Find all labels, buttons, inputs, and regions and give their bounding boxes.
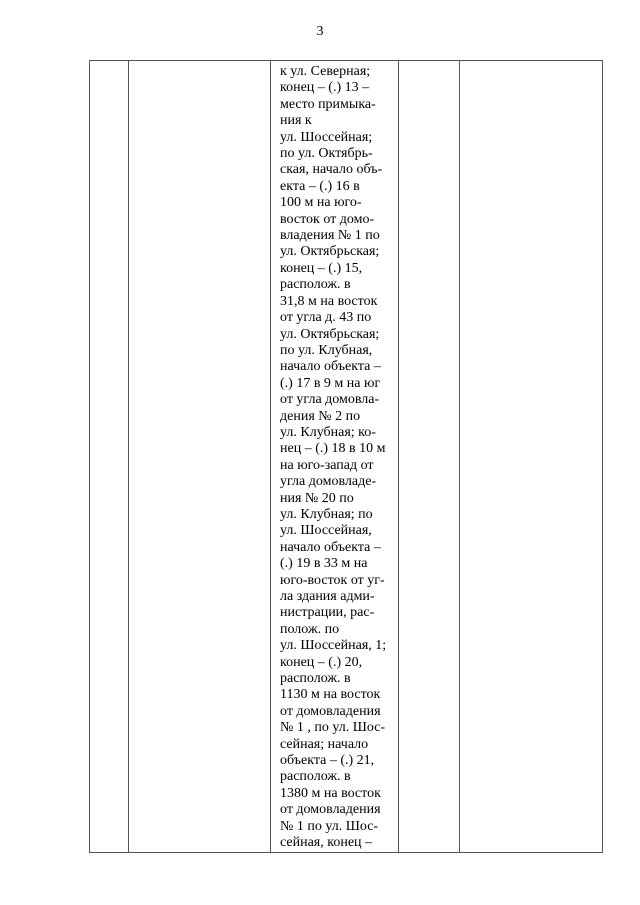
description-line: располож. в: [280, 671, 351, 687]
description-line: начало объекта –: [280, 359, 381, 375]
description-line: располож. в: [280, 769, 351, 785]
table-cell-col-5: [460, 61, 603, 853]
description-line: место примыка-: [280, 96, 376, 112]
description-text: [271, 61, 398, 852]
description-line: ул. Шоссейная, 1;: [280, 638, 387, 654]
description-line: 1380 м на восток: [280, 785, 381, 801]
description-line: нец – (.) 18 в 10 м: [280, 441, 386, 457]
description-line: ла здания адми-: [280, 589, 375, 604]
description-line: угла домовладе-: [280, 474, 377, 490]
description-line: ул. Октябрьская;: [280, 244, 380, 260]
description-line: (.) 17 в 9 м на юг: [280, 375, 381, 391]
description-line: по ул. Клубная,: [280, 342, 373, 358]
description-line: № 1 , по ул. Шос-: [280, 720, 386, 736]
description-line: нистрации, рас-: [280, 605, 375, 621]
description-line: сейная, конец –: [280, 835, 373, 851]
description-line: юго-восток от уг-: [280, 572, 385, 588]
description-line: по ул. Октябрь-: [280, 146, 373, 162]
description-line: дения № 2 по: [280, 408, 361, 424]
description-line: ул. Клубная; ко-: [280, 424, 376, 440]
description-line: к ул. Северная;: [280, 64, 371, 79]
description-line: располож. в: [280, 277, 351, 293]
description-line: ния к: [280, 113, 312, 129]
table-cell-description: [271, 61, 399, 853]
description-line: ул. Шоссейная;: [280, 129, 373, 145]
description-line: полож. по: [280, 621, 340, 637]
description-line: объекта – (.) 21,: [280, 753, 375, 769]
table-cell-col-2: [129, 61, 271, 853]
description-line: от домовладения: [280, 703, 381, 719]
description-line: конец – (.) 13 –: [280, 80, 370, 96]
description-line: на юго-запад от: [280, 457, 374, 473]
description-line: начало объекта –: [280, 539, 381, 555]
description-line: ул. Октябрьская;: [280, 326, 380, 342]
description-line: 31,8 м на восток: [280, 293, 378, 309]
description-line: 1130 м на восток: [280, 687, 381, 703]
description-line: владения № 1 по: [280, 228, 380, 244]
table-cell-col-4: [399, 61, 460, 853]
description-line: (.) 19 в 33 м на: [280, 556, 368, 572]
description-line: ская, начало объ-: [280, 162, 383, 178]
description-line: сейная; начало: [280, 736, 369, 752]
table-row: [90, 61, 603, 853]
description-line: ул. Шоссейная,: [280, 523, 372, 539]
description-line: конец – (.) 20,: [280, 654, 363, 670]
table-cell-col-1: [90, 61, 129, 853]
description-line: восток от домо-: [280, 211, 375, 227]
description-line: от угла домовла-: [280, 392, 380, 408]
description-line: 100 м на юго-: [280, 195, 362, 211]
description-line: № 1 по ул. Шос-: [280, 818, 379, 834]
description-line: ул. Клубная; по: [280, 506, 373, 522]
document-table: [89, 60, 603, 853]
description-line: ния № 20 по: [280, 490, 354, 506]
description-line: от домовладения: [280, 802, 381, 818]
description-line: от угла д. 43 по: [280, 310, 372, 326]
description-line: екта – (.) 16 в: [280, 178, 360, 194]
description-line: конец – (.) 15,: [280, 260, 363, 276]
page-number: 3: [316, 24, 324, 39]
